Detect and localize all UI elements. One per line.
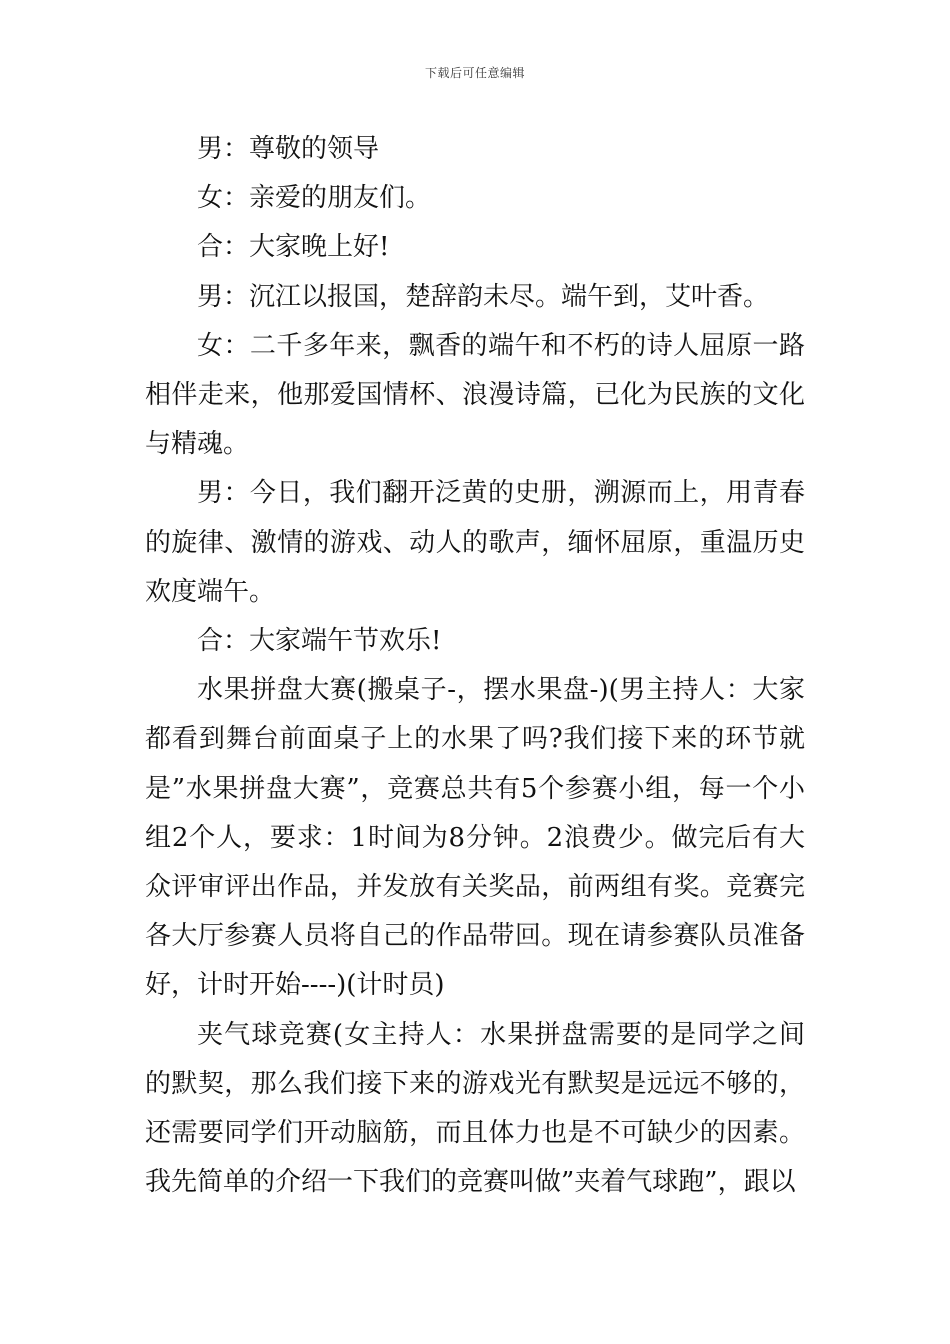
paragraph-5: 女：二千多年来，飘香的端午和不朽的诗人屈原一路相伴走来，他那爱国情杯、浪漫诗篇，已化为民族的文化与精魂。	[145, 330, 805, 460]
paragraph-7: 合：大家端午节欢乐!	[197, 626, 442, 657]
paragraph-2: 女：亲爱的朋友们。	[197, 183, 432, 214]
paragraph-9: 夹气球竞赛(女主持人：水果拼盘需要的是同学之间的默契，那么我们接下来的游戏光有默契是远远不够的，还需要同学们开动脑筋，而且体力也是不可缺少的因素。我先简单的介绍一下我们的竞赛叫做”夹着气球跑”，跟以	[145, 1019, 805, 1198]
paragraph-3: 合：大家晚上好!	[197, 232, 390, 263]
paragraph-8: 水果拼盘大赛(搬桌子-，摆水果盘-)(男主持人：大家都看到舞台前面桌子上的水果了吗?我们接下来的环节就是”水果拼盘大赛”，竞赛总共有5个参赛小组，每一个小组2个人，要求：1时间为8分钟。2浪费少。做完后有大众评审评出作品，并发放有关奖品，前两组有奖。竞赛完各大厅参赛人员将自己的作品带回。现在请参赛队员准备好，计时开始----)(计时员)	[145, 675, 805, 1001]
paragraph-1: 男：尊敬的领导	[197, 134, 380, 164]
document-body	[145, 125, 805, 1207]
paragraph-4: 男：沉江以报国，楚辞韵未尽。端午到，艾叶香。	[197, 281, 770, 312]
page-header-note: 下载后可任意编辑	[424, 66, 525, 80]
paragraph-6: 男：今日，我们翻开泛黄的史册，溯源而上，用青春的旋律、激情的游戏、动人的歌声，缅怀屈原，重温历史欢度端午。	[145, 478, 805, 607]
